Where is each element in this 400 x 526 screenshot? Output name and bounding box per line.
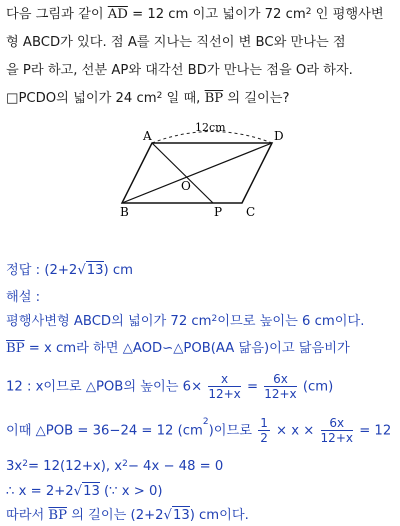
sqrt-radicand: 13 bbox=[172, 508, 190, 523]
denominator: 12+x bbox=[320, 431, 353, 445]
superscript: 2 bbox=[156, 91, 163, 101]
problem-text: □PCDO의 넓이가 24 cm bbox=[6, 91, 157, 106]
solution-text: )이므로 bbox=[208, 423, 252, 439]
fraction bbox=[321, 416, 353, 445]
label-c: C bbox=[246, 205, 256, 219]
solution-text: 이므로 높이는 6 cm이다. bbox=[217, 314, 365, 329]
superscript: 2 bbox=[211, 314, 218, 324]
numerator: x bbox=[208, 372, 240, 387]
fraction bbox=[264, 372, 296, 401]
line-ap bbox=[152, 143, 213, 203]
solution-text: = x cm라 하면 △AOD∽△POB(AA 닮음)이고 닮음비가 bbox=[28, 341, 350, 356]
sqrt-radicand: 13 bbox=[83, 484, 100, 499]
solution-text: 의 길이는 (2+2 bbox=[71, 508, 164, 523]
solution-text: 12 : x이므로 △POB의 높이는 6× bbox=[6, 379, 203, 395]
explain-label: 해설 : bbox=[6, 290, 41, 305]
segment-ad: $\overline{AD}$ bbox=[107, 7, 128, 22]
label-p: P bbox=[214, 205, 223, 219]
label-o: O bbox=[181, 179, 191, 193]
parallelogram-figure bbox=[0, 118, 400, 228]
denominator: 12+x bbox=[208, 387, 241, 401]
solution-text: = 12(12+x), x bbox=[27, 459, 123, 474]
solution-text: × x × bbox=[276, 423, 315, 439]
numerator: 1 bbox=[260, 416, 268, 430]
numerator: 6x bbox=[264, 372, 296, 387]
sqrt-sign: √ bbox=[77, 263, 86, 278]
solution-line-7 bbox=[6, 506, 249, 525]
problem-line-2: 형 ABCD가 있다. 점 A를 지나는 직선이 변 BC와 만나는 점 bbox=[6, 35, 346, 50]
answer-unit: ) cm bbox=[103, 263, 133, 278]
equals: = bbox=[246, 379, 259, 395]
numerator: 6x bbox=[321, 416, 353, 431]
segment-bp: $\overline{BP}$ bbox=[6, 341, 25, 356]
label-length: 12cm bbox=[195, 121, 226, 134]
solution-line-2 bbox=[6, 340, 350, 358]
fraction bbox=[258, 416, 270, 445]
solution-text: 따라서 bbox=[6, 508, 45, 523]
label-d: D bbox=[274, 129, 284, 143]
fraction bbox=[208, 372, 240, 401]
segment-bp: $\overline{BP}$ bbox=[204, 91, 224, 106]
solution-text: 평행사변형 ABCD의 넓이가 72 cm bbox=[6, 314, 212, 329]
answer-value: (2+2 bbox=[44, 263, 78, 278]
solution-text: ∴ x = 2+2 bbox=[6, 484, 74, 499]
sqrt-sign: √ bbox=[73, 484, 83, 499]
problem-line-3: 을 P라 하고, 선분 AP와 대각선 BD가 만나는 점을 O라 하자. bbox=[6, 63, 353, 78]
problem-text: 인 평행사변 bbox=[315, 7, 384, 22]
solution-text: 3x bbox=[6, 459, 23, 474]
solution-line-5 bbox=[6, 458, 223, 476]
answer-line bbox=[6, 261, 133, 280]
segment-bp: $\overline{BP}$ bbox=[48, 508, 67, 523]
superscript: 2 bbox=[202, 417, 209, 427]
solution-text: 이때 △POB = 36−24 = 12 (cm bbox=[6, 423, 203, 439]
denominator: 12+x bbox=[264, 387, 297, 401]
problem-line-1 bbox=[6, 6, 384, 24]
superscript: 2 bbox=[305, 7, 312, 17]
diagonal-bd bbox=[122, 143, 272, 203]
solution-line-6 bbox=[6, 482, 163, 501]
problem-text: 다음 그림과 같이 bbox=[6, 7, 104, 22]
problem-text: 일 때, bbox=[166, 91, 201, 106]
unit: (cm) bbox=[302, 379, 334, 395]
superscript: 2 bbox=[122, 459, 128, 469]
problem-line-4 bbox=[6, 90, 290, 108]
solution-text: − 4x − 48 = 0 bbox=[127, 459, 224, 474]
solution-text: ) cm이다. bbox=[189, 508, 249, 523]
sqrt-radicand: 13 bbox=[86, 263, 104, 278]
solution-text: = 12 bbox=[359, 423, 392, 439]
problem-text: = 12 cm 이고 넓이가 72 cm bbox=[132, 7, 306, 22]
problem-text: 의 길이는? bbox=[227, 91, 290, 106]
sqrt-sign: √ bbox=[163, 508, 172, 523]
solution-line-4 bbox=[6, 416, 391, 445]
superscript: 2 bbox=[22, 459, 28, 469]
answer-label: 정답 : bbox=[6, 263, 41, 278]
denominator: 2 bbox=[260, 431, 268, 445]
solution-text: (∵ x > 0) bbox=[99, 484, 163, 499]
solution-line-1 bbox=[6, 313, 364, 331]
label-b: B bbox=[120, 205, 129, 219]
solution-line-3 bbox=[6, 372, 333, 401]
label-a: A bbox=[143, 129, 152, 143]
